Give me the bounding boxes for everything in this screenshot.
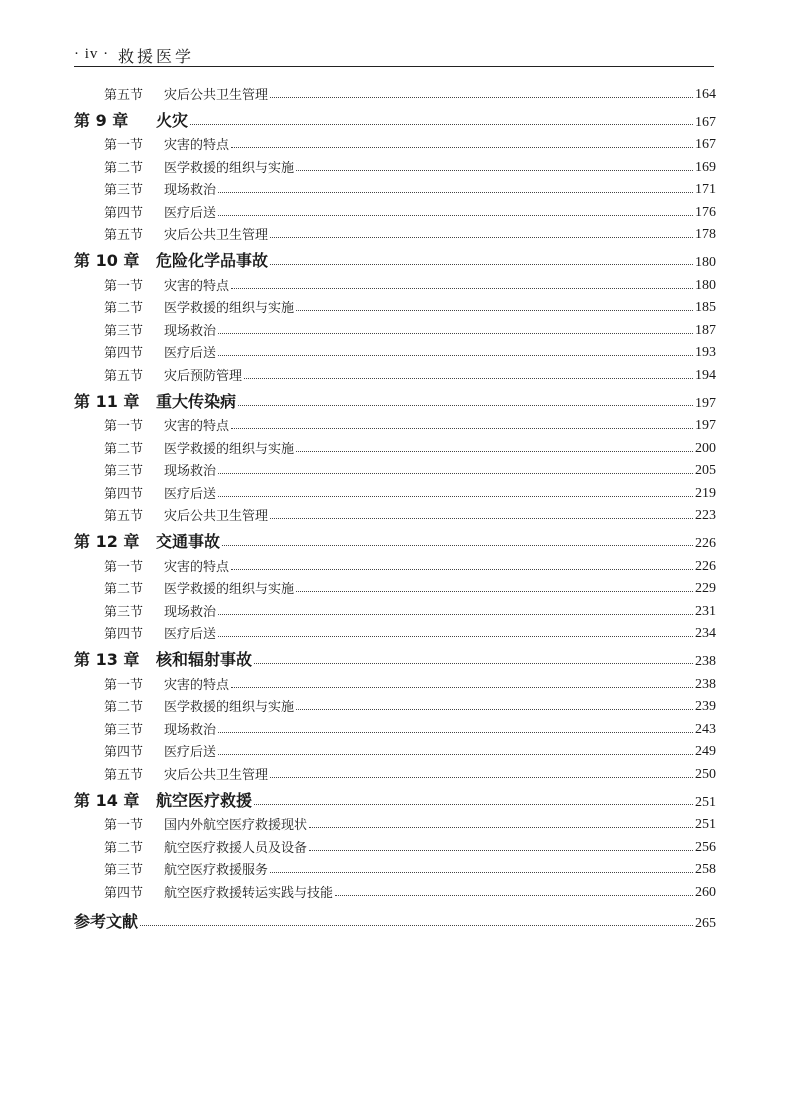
toc-entry-number: 第四节 xyxy=(104,745,144,760)
toc-entry-number: 第 9 章 xyxy=(74,110,129,130)
toc-entry-title: 灾害的特点 xyxy=(164,677,230,693)
header-rule xyxy=(74,66,714,67)
toc-entry-number: 第三节 xyxy=(104,722,144,738)
toc-section-row xyxy=(74,457,716,480)
toc-entry-title: 灾后公共卫生管理 xyxy=(164,87,269,103)
toc-page-number: 231 xyxy=(695,603,716,619)
toc-entry-title: 医疗后送 xyxy=(164,346,217,361)
toc-section-row xyxy=(74,339,716,362)
toc-page-number: 169 xyxy=(695,159,716,175)
toc-section-row xyxy=(74,833,716,856)
toc-entry-title: 灾害的特点 xyxy=(164,559,230,575)
toc-page-number: 194 xyxy=(695,367,716,383)
toc-section-row xyxy=(74,597,716,620)
toc-section-row xyxy=(74,856,716,879)
toc-page-number: 197 xyxy=(695,418,716,433)
dot-leader xyxy=(270,237,693,238)
toc-section-row xyxy=(74,176,716,199)
toc-entry-number: 第五节 xyxy=(104,767,144,783)
toc-section-row xyxy=(74,552,716,575)
dot-leader xyxy=(309,850,693,851)
dot-leader xyxy=(222,545,693,546)
running-header xyxy=(74,42,714,68)
table-of-contents xyxy=(74,80,716,932)
toc-entry-number: 第一节 xyxy=(104,419,144,434)
dot-leader xyxy=(218,215,693,216)
toc-entry-title: 灾后公共卫生管理 xyxy=(164,509,269,524)
toc-page-number: 180 xyxy=(695,277,716,293)
toc-entry-title: 航空医疗救援服务 xyxy=(164,863,269,878)
toc-page-number: 223 xyxy=(695,508,716,523)
toc-entry-number: 第一节 xyxy=(104,278,144,294)
toc-entry-title: 航空医疗救援 xyxy=(156,790,253,810)
toc-entry-number: 第二节 xyxy=(104,582,144,597)
toc-entry-number: 第四节 xyxy=(104,205,144,221)
toc-entry-title: 灾害的特点 xyxy=(164,419,230,434)
toc-entry-number: 第三节 xyxy=(104,863,144,878)
dot-leader xyxy=(254,663,693,664)
toc-page-number: 251 xyxy=(695,817,716,832)
toc-section-row xyxy=(74,80,716,103)
dot-leader xyxy=(270,97,693,98)
toc-entry-number: 第二节 xyxy=(104,160,144,176)
toc-entry-title: 交通事故 xyxy=(156,532,221,551)
toc-page-number: 193 xyxy=(695,345,716,360)
dot-leader xyxy=(218,333,693,334)
toc-page-number: 265 xyxy=(695,915,716,931)
dot-leader xyxy=(296,451,693,452)
toc-entry-number: 第二节 xyxy=(104,840,144,856)
dot-leader xyxy=(254,804,693,805)
toc-page-number: 226 xyxy=(695,558,716,574)
toc-section-row xyxy=(74,620,716,643)
toc-page-number: 256 xyxy=(695,839,716,855)
toc-section-row xyxy=(74,361,716,384)
page-number-label: · iv · xyxy=(74,46,110,62)
toc-entry-title: 灾害的特点 xyxy=(164,138,230,153)
toc-chapter-row xyxy=(74,527,716,552)
toc-entry-number: 第 14 章 xyxy=(74,790,140,810)
toc-entry-number: 第二节 xyxy=(104,700,144,715)
toc-entry-title: 医学救援的组织与实施 xyxy=(164,700,295,715)
toc-entry-title: 航空医疗救援转运实践与技能 xyxy=(164,885,334,901)
toc-chapter-row xyxy=(74,246,716,271)
toc-entry-title: 医疗后送 xyxy=(164,745,217,760)
dot-leader xyxy=(218,496,693,497)
dot-leader xyxy=(218,614,693,615)
toc-entry-title: 国内外航空医疗救援现状 xyxy=(164,818,308,833)
toc-section-row xyxy=(74,434,716,457)
toc-chapter-row xyxy=(74,786,716,811)
toc-entry-number: 第二节 xyxy=(104,441,144,457)
toc-entry-number: 第一节 xyxy=(104,677,144,693)
toc-page-number: 238 xyxy=(695,654,716,669)
toc-page-number: 178 xyxy=(695,227,716,242)
toc-entry-title: 灾后公共卫生管理 xyxy=(164,767,269,783)
dot-leader xyxy=(238,405,693,406)
toc-entry-title: 重大传染病 xyxy=(156,391,237,411)
toc-entry-number: 第一节 xyxy=(104,559,144,575)
toc-page-number: 239 xyxy=(695,699,716,714)
dot-leader xyxy=(218,473,693,474)
dot-leader xyxy=(335,895,693,896)
toc-page-number: 187 xyxy=(695,322,716,338)
dot-leader xyxy=(270,872,693,873)
dot-leader xyxy=(190,124,693,125)
toc-page-number: 226 xyxy=(695,536,716,551)
dot-leader xyxy=(296,170,693,171)
toc-chapter-row xyxy=(74,645,716,670)
toc-entry-number: 第四节 xyxy=(104,346,144,361)
toc-section-row xyxy=(74,153,716,176)
toc-entry-title: 参考文献 xyxy=(74,911,139,931)
toc-entry-title: 医疗后送 xyxy=(164,205,217,221)
toc-page-number: 250 xyxy=(695,766,716,782)
dot-leader xyxy=(270,264,693,265)
toc-entry-number: 第 13 章 xyxy=(74,650,140,669)
toc-section-row xyxy=(74,479,716,502)
dot-leader xyxy=(309,827,693,828)
toc-page-number: 197 xyxy=(695,395,716,411)
toc-section-row xyxy=(74,715,716,738)
toc-page-number: 200 xyxy=(695,440,716,456)
toc-entry-number: 第三节 xyxy=(104,464,144,479)
toc-entry-title: 医学救援的组织与实施 xyxy=(164,441,295,457)
toc-page-number: 251 xyxy=(695,794,716,810)
toc-section-row xyxy=(74,502,716,525)
toc-section-row xyxy=(74,575,716,598)
dot-leader xyxy=(296,310,693,311)
dot-leader xyxy=(231,147,693,148)
dot-leader xyxy=(218,192,693,193)
toc-page-number: 185 xyxy=(695,300,716,315)
toc-page-number: 260 xyxy=(695,884,716,900)
toc-entry-title: 现场救治 xyxy=(164,183,217,198)
toc-entry-number: 第四节 xyxy=(104,885,144,901)
toc-page-number: 167 xyxy=(695,114,716,130)
toc-section-row xyxy=(74,131,716,154)
toc-section-row xyxy=(74,412,716,435)
dot-leader xyxy=(218,754,693,755)
toc-page-number: 238 xyxy=(695,676,716,692)
toc-page-number: 249 xyxy=(695,744,716,759)
dot-leader xyxy=(231,569,693,570)
toc-entry-number: 第五节 xyxy=(104,87,144,103)
toc-section-row xyxy=(74,294,716,317)
toc-entry-number: 第四节 xyxy=(104,486,144,502)
toc-page-number: 243 xyxy=(695,721,716,737)
toc-entry-title: 核和辐射事故 xyxy=(156,650,253,669)
toc-entry-number: 第一节 xyxy=(104,138,144,153)
toc-section-row xyxy=(74,738,716,761)
toc-section-row xyxy=(74,316,716,339)
toc-references-row xyxy=(74,905,716,932)
toc-section-row xyxy=(74,760,716,783)
toc-page-number: 176 xyxy=(695,204,716,220)
toc-entry-title: 医学救援的组织与实施 xyxy=(164,160,295,176)
toc-entry-title: 现场救治 xyxy=(164,464,217,479)
toc-page-number: 219 xyxy=(695,485,716,501)
dot-leader xyxy=(218,636,693,637)
toc-chapter-row xyxy=(74,387,716,412)
toc-entry-title: 火灾 xyxy=(156,110,189,130)
dot-leader xyxy=(140,925,693,926)
toc-entry-number: 第三节 xyxy=(104,604,144,620)
dot-leader xyxy=(244,378,693,379)
toc-entry-title: 医学救援的组织与实施 xyxy=(164,301,295,316)
toc-entry-number: 第 11 章 xyxy=(74,391,140,411)
dot-leader xyxy=(270,777,693,778)
dot-leader xyxy=(231,288,693,289)
toc-section-row xyxy=(74,198,716,221)
toc-entry-number: 第五节 xyxy=(104,368,144,384)
toc-entry-title: 医学救援的组织与实施 xyxy=(164,582,295,597)
book-title: 救援医学 xyxy=(118,47,195,66)
toc-entry-number: 第三节 xyxy=(104,323,144,339)
toc-section-row xyxy=(74,271,716,294)
toc-entry-title: 现场救治 xyxy=(164,604,217,620)
dot-leader xyxy=(296,591,693,592)
toc-page-number: 167 xyxy=(695,137,716,152)
toc-chapter-row xyxy=(74,106,716,131)
toc-entry-number: 第二节 xyxy=(104,301,144,316)
toc-page-number: 164 xyxy=(695,86,716,102)
toc-entry-title: 灾后预防管理 xyxy=(164,368,243,384)
toc-entry-title: 现场救治 xyxy=(164,323,217,339)
toc-page-number: 234 xyxy=(695,626,716,641)
dot-leader xyxy=(218,355,693,356)
dot-leader xyxy=(218,732,693,733)
dot-leader xyxy=(231,687,693,688)
toc-page-number: 205 xyxy=(695,463,716,478)
toc-section-row xyxy=(74,693,716,716)
toc-entry-title: 危险化学品事故 xyxy=(156,251,269,270)
toc-page-number: 258 xyxy=(695,862,716,877)
toc-page-number: 171 xyxy=(695,182,716,197)
toc-entry-number: 第五节 xyxy=(104,228,144,243)
toc-page-number: 229 xyxy=(695,581,716,596)
dot-leader xyxy=(231,428,693,429)
toc-section-row xyxy=(74,811,716,834)
toc-entry-number: 第 10 章 xyxy=(74,251,140,270)
toc-entry-number: 第 12 章 xyxy=(74,532,140,551)
toc-entry-number: 第五节 xyxy=(104,509,144,524)
toc-entry-title: 灾害的特点 xyxy=(164,278,230,294)
toc-entry-title: 现场救治 xyxy=(164,722,217,738)
toc-section-row xyxy=(74,221,716,244)
toc-page-number: 180 xyxy=(695,255,716,270)
toc-entry-title: 灾后公共卫生管理 xyxy=(164,228,269,243)
toc-entry-number: 第三节 xyxy=(104,183,144,198)
toc-section-row xyxy=(74,878,716,901)
toc-entry-title: 医疗后送 xyxy=(164,627,217,642)
dot-leader xyxy=(296,709,693,710)
toc-section-row xyxy=(74,670,716,693)
toc-entry-number: 第四节 xyxy=(104,627,144,642)
toc-entry-number: 第一节 xyxy=(104,818,144,833)
toc-entry-title: 航空医疗救援人员及设备 xyxy=(164,840,308,856)
dot-leader xyxy=(270,518,693,519)
toc-entry-title: 医疗后送 xyxy=(164,486,217,502)
